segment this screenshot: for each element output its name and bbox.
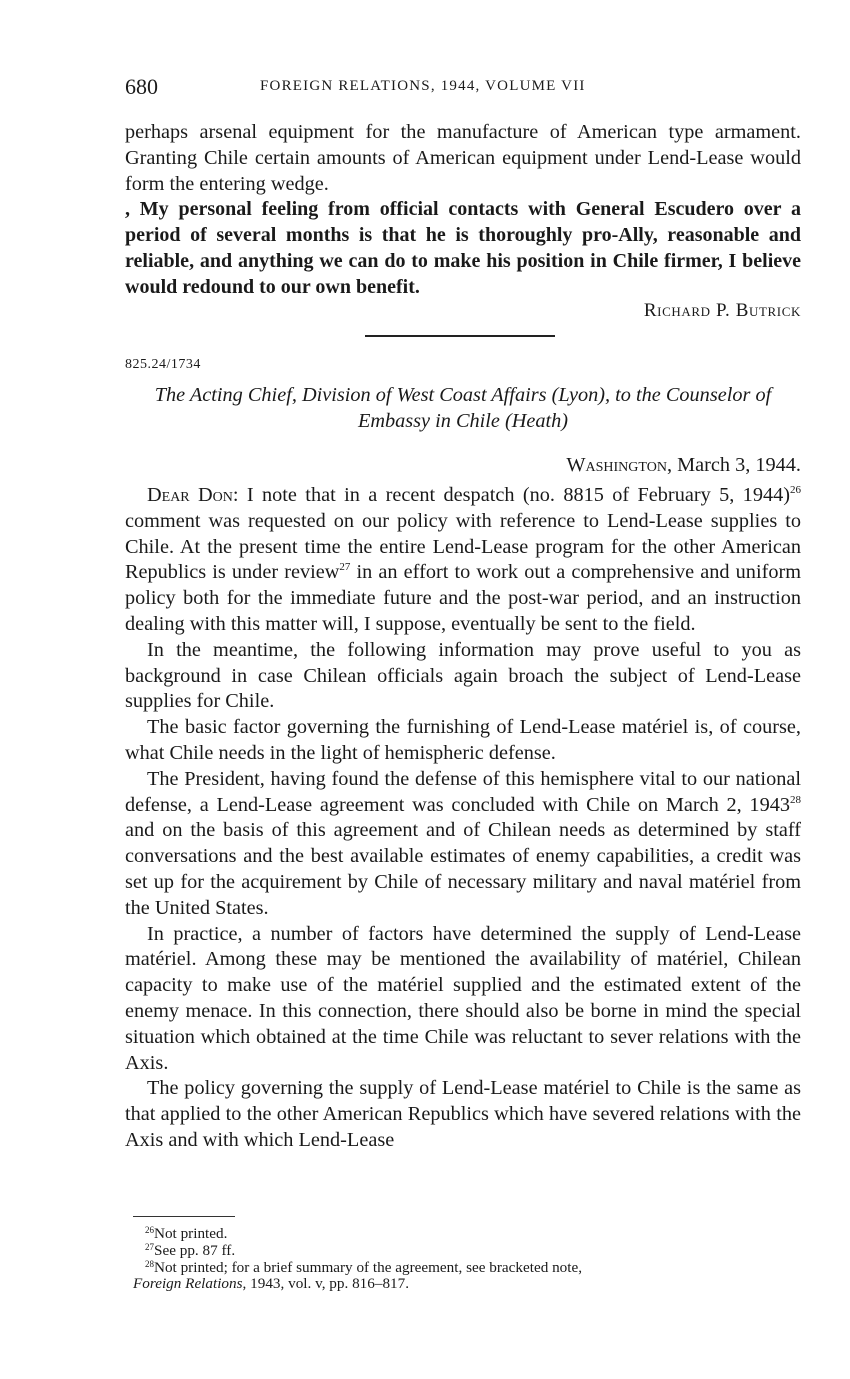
previous-letter-ending [125,120,801,301]
footnote-28-continued: Foreign Relations, 1943, vol. v, pp. 816–817. [133,1275,410,1293]
running-head: FOREIGN RELATIONS, 1944, VOLUME VII [260,78,586,94]
footnote-divider [133,1216,235,1217]
paragraph: In the meantime, the following information may prove useful to you as background in case Chilean officials again broach the subject of Lend-Lease supplies for Chile. [125,638,801,713]
footnote-27: $^{27}$See pp. 87 ff. [145,1241,236,1259]
dateline-place: Washington [566,454,667,476]
footnotes [133,1226,805,1293]
section-divider [365,335,555,337]
footnote-26: $^{26}$Not printed. [145,1225,228,1242]
paragraph: In practice, a number of factors have determined the supply of Lend-Lease matériel. Among these may be mentioned the availability of matériel, Chilean capacity to make use of the matériel supplied and the estimated extent of the enemy menace. In this connection, there should also be borne in mind the special situation which obtained at the time Chile was reluctant to sever relations with the Axis. [125,922,801,1074]
paragraph: perhaps arsenal equipment for the manufacture of American type armament. Granting Chile certain amounts of American equipment under Lend-Lease would form the entering wedge. [125,121,801,195]
file-number: 825.24/1734 [125,357,201,372]
salutation: Dear Don [147,484,233,506]
footnote-28: $^{28}$Not printed; for a brief summary of the agreement, see bracketed note, [145,1258,583,1276]
paragraph: The policy governing the supply of Lend-Lease matériel to Chile is the same as that applied to the other American Republics which have severed relations with the Axis and with which Lend-Lease [125,1077,801,1151]
page-header [125,74,801,104]
paragraph: Dear Don: I note that in a recent despatch (no. 8815 of February 5, 1944)$^{26}$ comment was requested on our policy with reference to Lend-Lease supplies to Chile. At the present time the entire Lend-Lease program for the other American Republics is under review$^{27}$ in an effort to work out a comprehensive and uniform policy both for the immediate future and the post-war period, and an instruction dealing with this matter will, I suppose, eventually be sent to the field. [125,484,802,635]
dateline-date: , March 3, 1944. [666,454,801,476]
footnote-ref: 28 [790,793,801,806]
footnote-ref: 26 [790,484,801,496]
paragraph: The basic factor governing the furnishing of Lend-Lease matériel is, of course, what Chile needs in the light of hemispheric defense. [125,716,801,764]
letter-body [125,483,801,1154]
dateline [566,454,801,477]
footnote-ref: 27 [339,561,351,574]
paragraph: The President, having found the defense of this hemisphere vital to our national defense, a Lend-Lease agreement was concluded with Chile on March 2, 1943$^{28}$ and on the basis of this agreement and of Chilean needs as determined by staff conversations and the best available estimates of enemy capabilities, a credit was set up for the acquirement by Chile of necessary military and naval matériel from the United States. [125,767,801,919]
page-number: 680 [125,74,158,99]
document-heading: The Acting Chief, Division of West Coast Affairs (Lyon), to the Counselor of Embassy in Chile (Heath) [154,384,772,432]
signature: Richard P. Butrick [643,300,801,321]
paragraph: , My personal feeling from official contacts with General Escudero over a period of several months is that he is thoroughly pro-Ally, reasonable and reliable, and anything we can do to make his position in Chile firmer, I believe would redound to our own benefit. [125,198,801,298]
